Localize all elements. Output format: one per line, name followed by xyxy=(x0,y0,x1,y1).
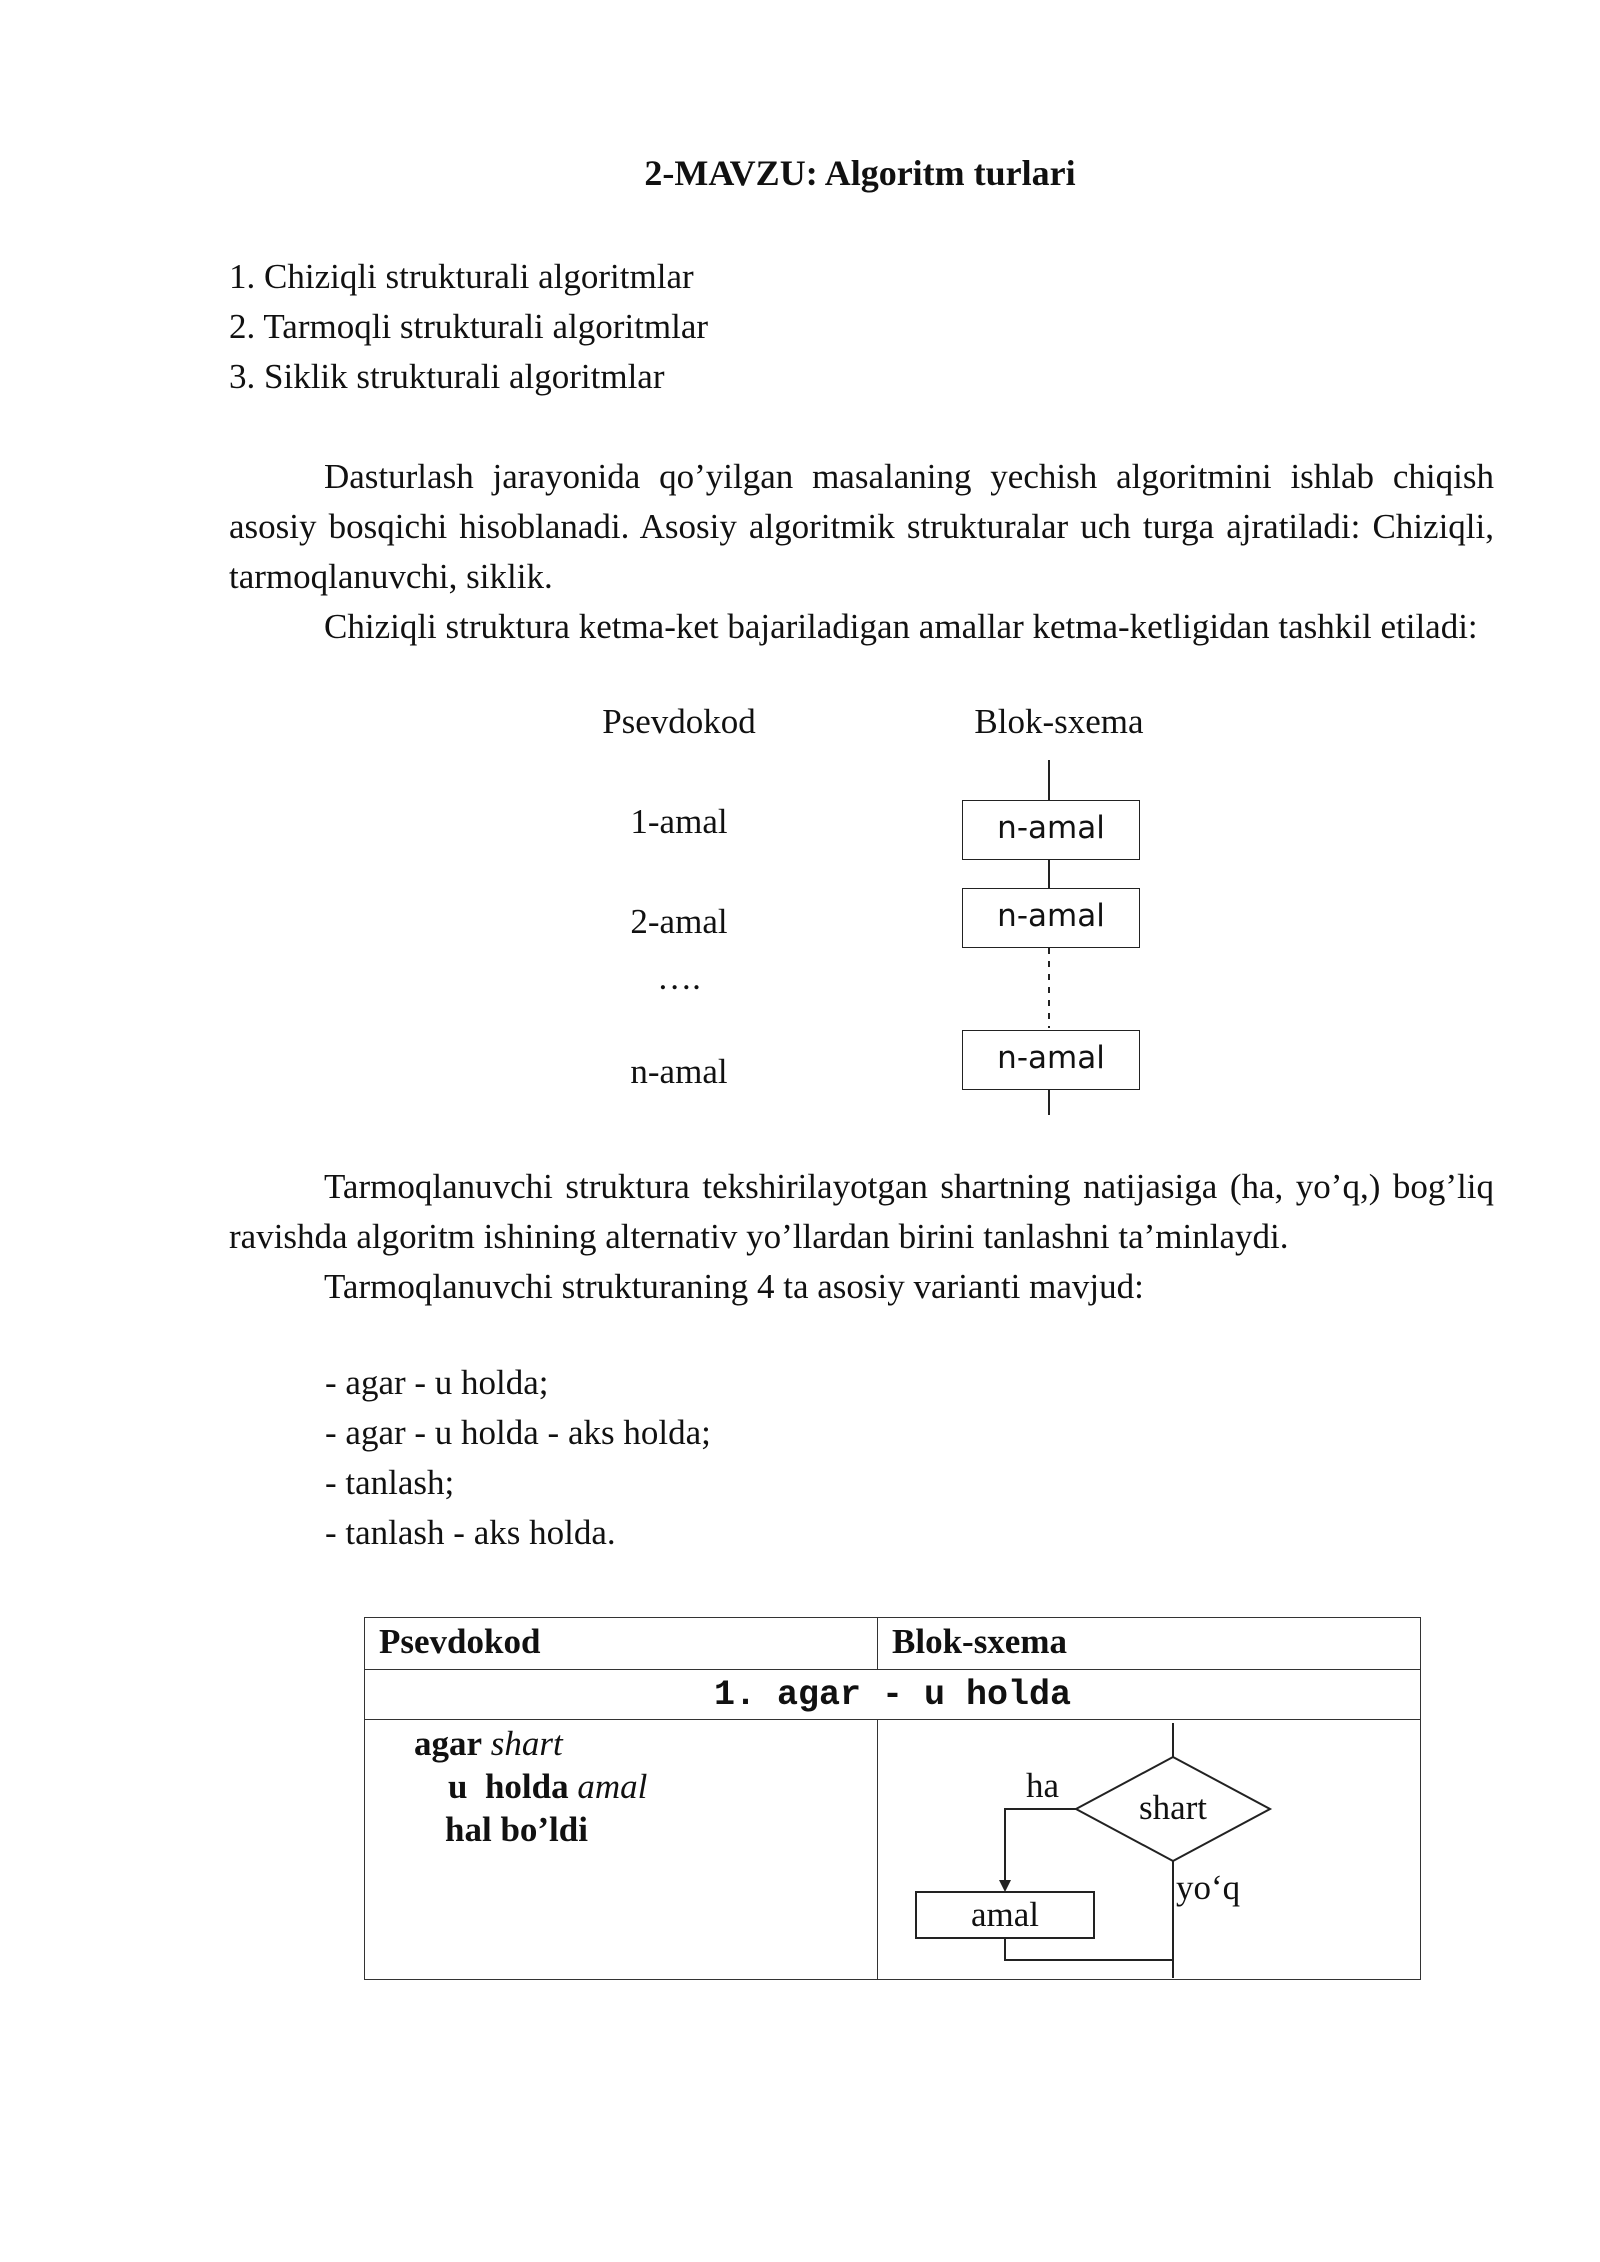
condition-label: shart xyxy=(1138,1788,1208,1827)
table-header-pseudo: Psevdokod xyxy=(365,1618,878,1670)
kw-agar: agar xyxy=(414,1724,483,1763)
linear-block-2: n-amal xyxy=(962,888,1140,948)
branch-flowchart xyxy=(878,1720,1434,1978)
no-label: yo‘q xyxy=(1176,1868,1241,1907)
topic-item-3: 3. Siklik strukturali algoritmlar xyxy=(229,357,665,396)
pseudo-line-u-holda xyxy=(365,1765,877,1808)
pseudo-line-end xyxy=(365,1808,877,1851)
table-section-title xyxy=(365,1670,1421,1720)
arg-amal: amal xyxy=(577,1767,648,1806)
flowchart-cell xyxy=(878,1720,1421,1980)
variants-intro: Tarmoqlanuvchi strukturaning 4 ta asosiy varianti mavjud: xyxy=(324,1267,1144,1306)
linear-pseudo-header: Psevdokod xyxy=(602,702,756,741)
linear-block-n: n-amal xyxy=(962,1030,1140,1090)
kw-u-holda: u holda xyxy=(448,1767,569,1806)
intro-text: Dasturlash jarayonida qo’yilgan masalaning yechish algoritmini ishlab chiqish asosiy bosqichi hisoblanadi. Asosiy algoritmik strukturalar uch turga ajratiladi: Chiziqli, tarmoqlanuvchi, siklik. xyxy=(229,457,1494,596)
branch-table xyxy=(364,1617,1421,1980)
branch-paragraph xyxy=(229,1162,1494,1312)
table-header-block: Blok-sxema xyxy=(878,1618,1421,1670)
variant-item-4: - tanlash - aks holda. xyxy=(325,1513,616,1552)
yes-label: ha xyxy=(1026,1766,1060,1805)
topic-item-1: 1. Chiziqli strukturali algoritmlar xyxy=(229,257,694,296)
yes-branch-line xyxy=(1005,1809,1076,1882)
topic-item-2: 2. Tarmoqli strukturali algoritmlar xyxy=(229,307,709,346)
branch-text: Tarmoqlanuvchi struktura tekshirilayotgan shartning natijasiga (ha, yo’q,) bog’liq ravishda algoritm ishining alternativ yo’llardan birini tanlashni ta’minlaydi. xyxy=(229,1167,1494,1256)
variants-list xyxy=(325,1358,711,1558)
action-label: amal xyxy=(970,1895,1040,1934)
pseudo-cell xyxy=(365,1720,878,1980)
pseudo-line-1: 1-amal xyxy=(630,802,728,841)
pseudo-line-agar xyxy=(365,1722,877,1765)
page-title: 2-MAVZU: Algoritm turlari xyxy=(644,153,1076,193)
merge-line xyxy=(1005,1938,1173,1960)
kw-end: hal bo’ldi xyxy=(445,1810,588,1849)
arg-shart: shart xyxy=(490,1724,563,1763)
intro-paragraph xyxy=(229,452,1494,652)
pseudo-line-2: 2-amal xyxy=(630,902,728,941)
linear-block-header: Blok-sxema xyxy=(974,702,1144,741)
variant-item-1: - agar - u holda; xyxy=(325,1363,549,1402)
pseudo-line-n: n-amal xyxy=(630,1052,728,1091)
pseudo-line-dots: …. xyxy=(657,958,701,997)
variant-item-3: - tanlash; xyxy=(325,1463,455,1502)
section-title-text: 1. agar - u holda xyxy=(713,1675,1072,1715)
topic-list xyxy=(229,252,708,402)
variant-item-2: - agar - u holda - aks holda; xyxy=(325,1413,711,1452)
yes-arrow-head xyxy=(999,1880,1011,1892)
linear-block-1: n-amal xyxy=(962,800,1140,860)
linear-text: Chiziqli struktura ketma-ket bajariladigan amallar ketma-ketligidan tashkil etiladi: xyxy=(324,607,1478,646)
